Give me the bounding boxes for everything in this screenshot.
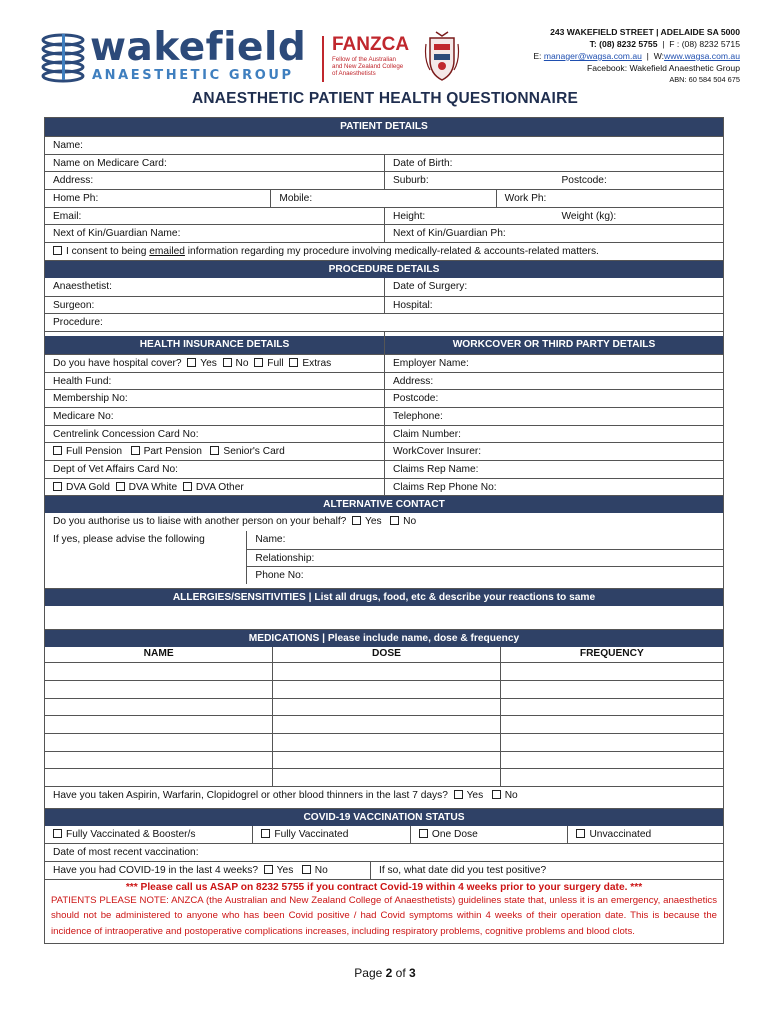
medication-row[interactable] <box>45 680 723 698</box>
had-covid-no-label: No <box>314 865 328 876</box>
employer-label: Employer Name: <box>393 357 469 369</box>
hospital-cover-row <box>45 354 384 372</box>
medication-row[interactable] <box>45 662 723 680</box>
one-dose-label: One Dose <box>431 828 478 840</box>
medication-name-cell[interactable] <box>45 699 272 716</box>
medication-frequency-cell[interactable] <box>500 769 723 786</box>
medication-name-cell[interactable] <box>45 752 272 769</box>
dva-white-checkbox[interactable] <box>116 482 125 491</box>
had-covid-row <box>45 861 723 879</box>
letterhead <box>0 0 770 92</box>
brand-name: wakefield <box>90 25 307 70</box>
recent-vaccination-row[interactable] <box>45 843 723 861</box>
membership-label: Membership No: <box>53 393 128 405</box>
questionnaire-form <box>44 117 724 944</box>
medicare-name-row[interactable] <box>45 154 723 172</box>
address-row[interactable] <box>45 171 723 189</box>
fax-number: F : (08) 8232 5715 <box>669 39 740 49</box>
surgeon-label: Surgeon: <box>53 299 95 311</box>
wc-address-label: Address: <box>393 375 434 387</box>
mobile-label: Mobile: <box>270 190 495 207</box>
dva-other-checkbox[interactable] <box>183 482 192 491</box>
alt-phone-row[interactable] <box>247 566 723 584</box>
col-name-header: NAME <box>143 648 174 660</box>
insurer-row[interactable] <box>385 442 723 460</box>
dob-label: Date of Birth: <box>384 155 723 172</box>
covid-guidelines: PATIENTS PLEASE NOTE: ANZCA (the Australian and New Zealand College of Anaesthetists) guidelines state that, unless it is an emergency, anaesthetics should not be administered to anyone who has been Covid positive / had Covid symptoms within 4 weeks of their operation date. This is because the incidence of intraoperative and postoperative complications increases, including respiratory problems, cognitive problems and blood clots. <box>51 894 717 937</box>
allergies-input[interactable] <box>45 606 723 625</box>
email-row[interactable] <box>45 207 723 225</box>
full-pension-label: Full Pension <box>66 446 123 458</box>
advise-label: If yes, please advise the following <box>53 534 205 546</box>
college-crest-icon <box>424 30 460 82</box>
kin-ph-label: Next of Kin/Guardian Ph: <box>384 225 723 242</box>
consent-checkbox[interactable] <box>53 246 62 255</box>
medication-name-cell[interactable] <box>45 734 272 751</box>
medication-row[interactable] <box>45 698 723 716</box>
medications-header: MEDICATIONS | Please include name, dose & frequency <box>45 629 723 647</box>
had-covid-no-checkbox[interactable] <box>302 865 311 874</box>
relationship-label: Relationship: <box>255 552 315 564</box>
thinners-no-label: No <box>504 789 518 801</box>
medication-dose-cell[interactable] <box>272 734 499 751</box>
page-footer <box>0 966 770 980</box>
cover-extras-checkbox[interactable] <box>289 358 298 367</box>
email-field-label: Email: <box>53 210 82 222</box>
insurance-workcover-section <box>45 331 723 496</box>
alt-fields <box>246 531 723 584</box>
authorise-yes-label: Yes <box>365 516 382 528</box>
medicare-label: Medicare No: <box>53 410 114 422</box>
cover-no-checkbox[interactable] <box>223 358 232 367</box>
one-dose-checkbox[interactable] <box>419 829 428 838</box>
recent-vaccination-label: Date of most recent vaccination: <box>53 847 199 859</box>
kin-row[interactable] <box>45 224 723 242</box>
web-link[interactable]: www.wagsa.com.au <box>664 51 740 61</box>
cover-yes-label: Yes <box>200 357 217 369</box>
rep-phone-row[interactable] <box>385 478 723 496</box>
medications-rows <box>45 662 723 786</box>
seniors-card-checkbox[interactable] <box>210 446 219 455</box>
web-label: W: <box>653 51 665 61</box>
postcode-label: Postcode: <box>561 175 607 187</box>
thinners-yes-checkbox[interactable] <box>454 790 463 799</box>
dva-type-row <box>45 478 384 496</box>
fund-label: Health Fund: <box>53 375 112 387</box>
cover-no-label: No <box>235 357 249 369</box>
fanzca-title: FANZCA <box>332 34 410 55</box>
alternative-contact-header: ALTERNATIVE CONTACT <box>45 495 723 513</box>
had-covid-question: Have you had COVID-19 in the last 4 weeks? <box>53 865 258 876</box>
wc-postcode-label: Postcode: <box>393 393 439 405</box>
address-line: 243 WAKEFIELD STREET | ADELAIDE SA 5000 <box>550 27 740 37</box>
workcover-column <box>385 332 723 496</box>
medicare-name-label: Name on Medicare Card: <box>53 157 167 169</box>
page-label: Page <box>354 966 383 980</box>
fanzca-logo <box>322 36 418 82</box>
hospital-cover-label: Do you have hospital cover? <box>53 357 182 369</box>
dva-gold-label: DVA Gold <box>66 481 110 493</box>
consent-text-emailed: emailed <box>149 246 185 258</box>
workcover-header: WORKCOVER OR THIRD PARTY DETAILS <box>385 336 723 354</box>
covid-header: COVID-19 VACCINATION STATUS <box>45 808 723 826</box>
had-covid-yes-checkbox[interactable] <box>264 865 273 874</box>
wc-postcode-row[interactable] <box>385 389 723 407</box>
hospital-label: Hospital: <box>384 297 723 314</box>
membership-row[interactable] <box>45 389 384 407</box>
medication-row[interactable] <box>45 751 723 769</box>
fully-booster-label: Fully Vaccinated & Booster/s <box>66 828 196 840</box>
date-surgery-label: Date of Surgery: <box>384 278 723 296</box>
thinners-no-checkbox[interactable] <box>492 790 501 799</box>
fanzca-line-1: Fellow of the Australian <box>332 56 396 63</box>
home-ph-label: Home Ph: <box>53 193 99 205</box>
col-frequency-header: FREQUENCY <box>500 647 723 662</box>
height-label: Height: <box>384 208 554 225</box>
wc-address-row[interactable] <box>385 372 723 390</box>
claim-label: Claim Number: <box>393 428 461 440</box>
kin-name-label: Next of Kin/Guardian Name: <box>53 228 181 240</box>
vaccination-options-row <box>45 826 723 844</box>
medications-column-headers <box>45 647 723 662</box>
authorise-row <box>45 513 723 531</box>
cover-extras-label: Extras <box>302 357 332 369</box>
medication-frequency-cell[interactable] <box>500 663 723 680</box>
wakefield-logo <box>38 25 307 84</box>
dva-other-label: DVA Other <box>195 481 244 493</box>
rep-name-row[interactable] <box>385 460 723 478</box>
page-number: 2 <box>385 966 393 980</box>
wc-telephone-row[interactable] <box>385 407 723 425</box>
medication-dose-cell[interactable] <box>272 681 499 698</box>
cover-full-label: Full <box>267 357 284 369</box>
surgeon-row[interactable] <box>45 296 723 314</box>
authorise-question: Do you authorise us to liaise with another person on your behalf? <box>53 516 347 528</box>
work-ph-label: Work Ph: <box>496 190 723 207</box>
authorise-yes-checkbox[interactable] <box>352 516 361 525</box>
alt-contact-details <box>45 531 723 584</box>
thinners-yes-label: Yes <box>466 789 484 801</box>
seniors-card-label: Senior's Card <box>223 446 285 458</box>
medication-dose-cell[interactable] <box>272 663 499 680</box>
email-label: E: <box>533 51 542 61</box>
insurance-column <box>45 332 385 496</box>
medication-row[interactable] <box>45 768 723 786</box>
alt-name-label: Name: <box>255 534 286 546</box>
rep-phone-label: Claims Rep Phone No: <box>393 481 497 493</box>
part-pension-checkbox[interactable] <box>131 446 140 455</box>
medication-frequency-cell[interactable] <box>500 752 723 769</box>
allergies-header: ALLERGIES/SENSITIVITIES | List all drugs, food, etc & describe your reactions to same <box>45 588 723 606</box>
procedure-label: Procedure: <box>53 317 103 329</box>
suburb-label: Suburb: <box>384 172 554 189</box>
centrelink-label: Centrelink Concession Card No: <box>53 428 199 440</box>
contact-block: 243 WAKEFIELD STREET | ADELAIDE SA 5000 T: (08) 8232 5755 | F : (08) 8232 5715 E: manager@wagsa.com.au | W:www.wagsa.com.au Facebook: Wakefield Anaesthetic Group ABN: 60 584 504 675 <box>533 27 740 84</box>
medicare-row[interactable] <box>45 407 384 425</box>
name-row[interactable] <box>45 136 723 154</box>
test-date-label[interactable]: If so, what date did you test positive? <box>370 862 723 879</box>
name-label: Name: <box>53 140 84 151</box>
fully-booster-checkbox[interactable] <box>53 829 62 838</box>
medication-frequency-cell[interactable] <box>500 699 723 716</box>
fund-row[interactable] <box>45 372 384 390</box>
medication-frequency-cell[interactable] <box>500 681 723 698</box>
medication-dose-cell[interactable] <box>272 769 499 786</box>
fully-vaccinated-label: Fully Vaccinated <box>274 828 349 840</box>
phone-number: T: (08) 8232 5755 <box>589 39 658 49</box>
full-pension-checkbox[interactable] <box>53 446 62 455</box>
consent-row <box>45 242 723 260</box>
covid-urgent-line: *** Please call us ASAP on 8232 5755 if you contract Covid-19 within 4 weeks prior to your surgery date. *** <box>125 881 643 893</box>
authorise-no-label: No <box>403 516 417 528</box>
rep-name-label: Claims Rep Name: <box>393 464 479 475</box>
medication-name-cell[interactable] <box>45 769 272 786</box>
facebook-line: Facebook: Wakefield Anaesthetic Group <box>586 63 740 73</box>
anaesthetist-row[interactable] <box>45 278 723 296</box>
page-title: ANAESTHETIC PATIENT HEALTH QUESTIONNAIRE <box>191 90 579 107</box>
abn-line: ABN: 60 584 504 675 <box>669 75 740 84</box>
consent-text-pre: I consent to being <box>66 246 150 258</box>
claim-row[interactable] <box>385 425 723 443</box>
page-of: of <box>395 966 406 980</box>
unvaccinated-label: Unvaccinated <box>589 828 652 840</box>
brand-subtitle: ANAESTHETIC GROUP <box>92 68 294 83</box>
patient-details-header: PATIENT DETAILS <box>45 118 723 136</box>
medication-dose-cell[interactable] <box>272 699 499 716</box>
address-label: Address: <box>53 175 94 187</box>
insurance-header: HEALTH INSURANCE DETAILS <box>45 336 384 354</box>
email-link[interactable]: manager@wagsa.com.au <box>543 51 642 61</box>
medication-frequency-cell[interactable] <box>500 716 723 733</box>
employer-row[interactable] <box>385 354 723 372</box>
medication-name-cell[interactable] <box>45 716 272 733</box>
page-total: 3 <box>409 966 416 980</box>
pension-row <box>45 442 384 460</box>
authorise-no-checkbox[interactable] <box>390 516 399 525</box>
had-covid-yes-label: Yes <box>276 865 294 876</box>
anaesthetist-label: Anaesthetist: <box>53 280 112 292</box>
alt-name-row[interactable] <box>247 531 723 549</box>
fanzca-line-3: of Anaesthetists <box>332 70 376 77</box>
medication-dose-cell[interactable] <box>272 752 499 769</box>
blood-thinners-row <box>45 786 723 804</box>
cover-yes-checkbox[interactable] <box>187 358 196 367</box>
fanzca-line-2: and New Zealand College <box>332 63 404 70</box>
cover-full-checkbox[interactable] <box>254 358 263 367</box>
part-pension-label: Part Pension <box>143 446 202 458</box>
dva-label: Dept of Vet Affairs Card No: <box>53 464 178 475</box>
blood-thinners-question: Have you taken Aspirin, Warfarin, Clopidogrel or other blood thinners in the last 7 days? <box>53 789 448 801</box>
phones-row[interactable] <box>45 189 723 207</box>
procedure-row[interactable] <box>45 313 723 331</box>
covid-notice <box>45 879 723 944</box>
fully-vaccinated-checkbox[interactable] <box>261 829 270 838</box>
wc-telephone-label: Telephone: <box>393 410 443 422</box>
col-dose-header: DOSE <box>272 647 499 662</box>
medication-name-cell[interactable] <box>45 663 272 680</box>
weight-label: Weight (kg): <box>561 210 617 222</box>
relationship-row[interactable] <box>247 549 723 567</box>
alt-phone-label: Phone No: <box>255 570 304 582</box>
medication-row[interactable] <box>45 715 723 733</box>
dva-gold-checkbox[interactable] <box>53 482 62 491</box>
consent-text-post: information regarding my procedure involving medically-related & accounts-related matters. <box>184 246 599 258</box>
dva-white-label: DVA White <box>128 481 178 493</box>
coil-logo-icon <box>38 30 88 84</box>
medication-name-cell[interactable] <box>45 681 272 698</box>
centrelink-row[interactable] <box>45 425 384 443</box>
dva-row[interactable] <box>45 460 384 478</box>
insurer-label: WorkCover Insurer: <box>393 446 482 458</box>
medication-dose-cell[interactable] <box>272 716 499 733</box>
medication-frequency-cell[interactable] <box>500 734 723 751</box>
unvaccinated-checkbox[interactable] <box>576 829 585 838</box>
medication-row[interactable] <box>45 733 723 751</box>
procedure-details-header: PROCEDURE DETAILS <box>45 260 723 278</box>
